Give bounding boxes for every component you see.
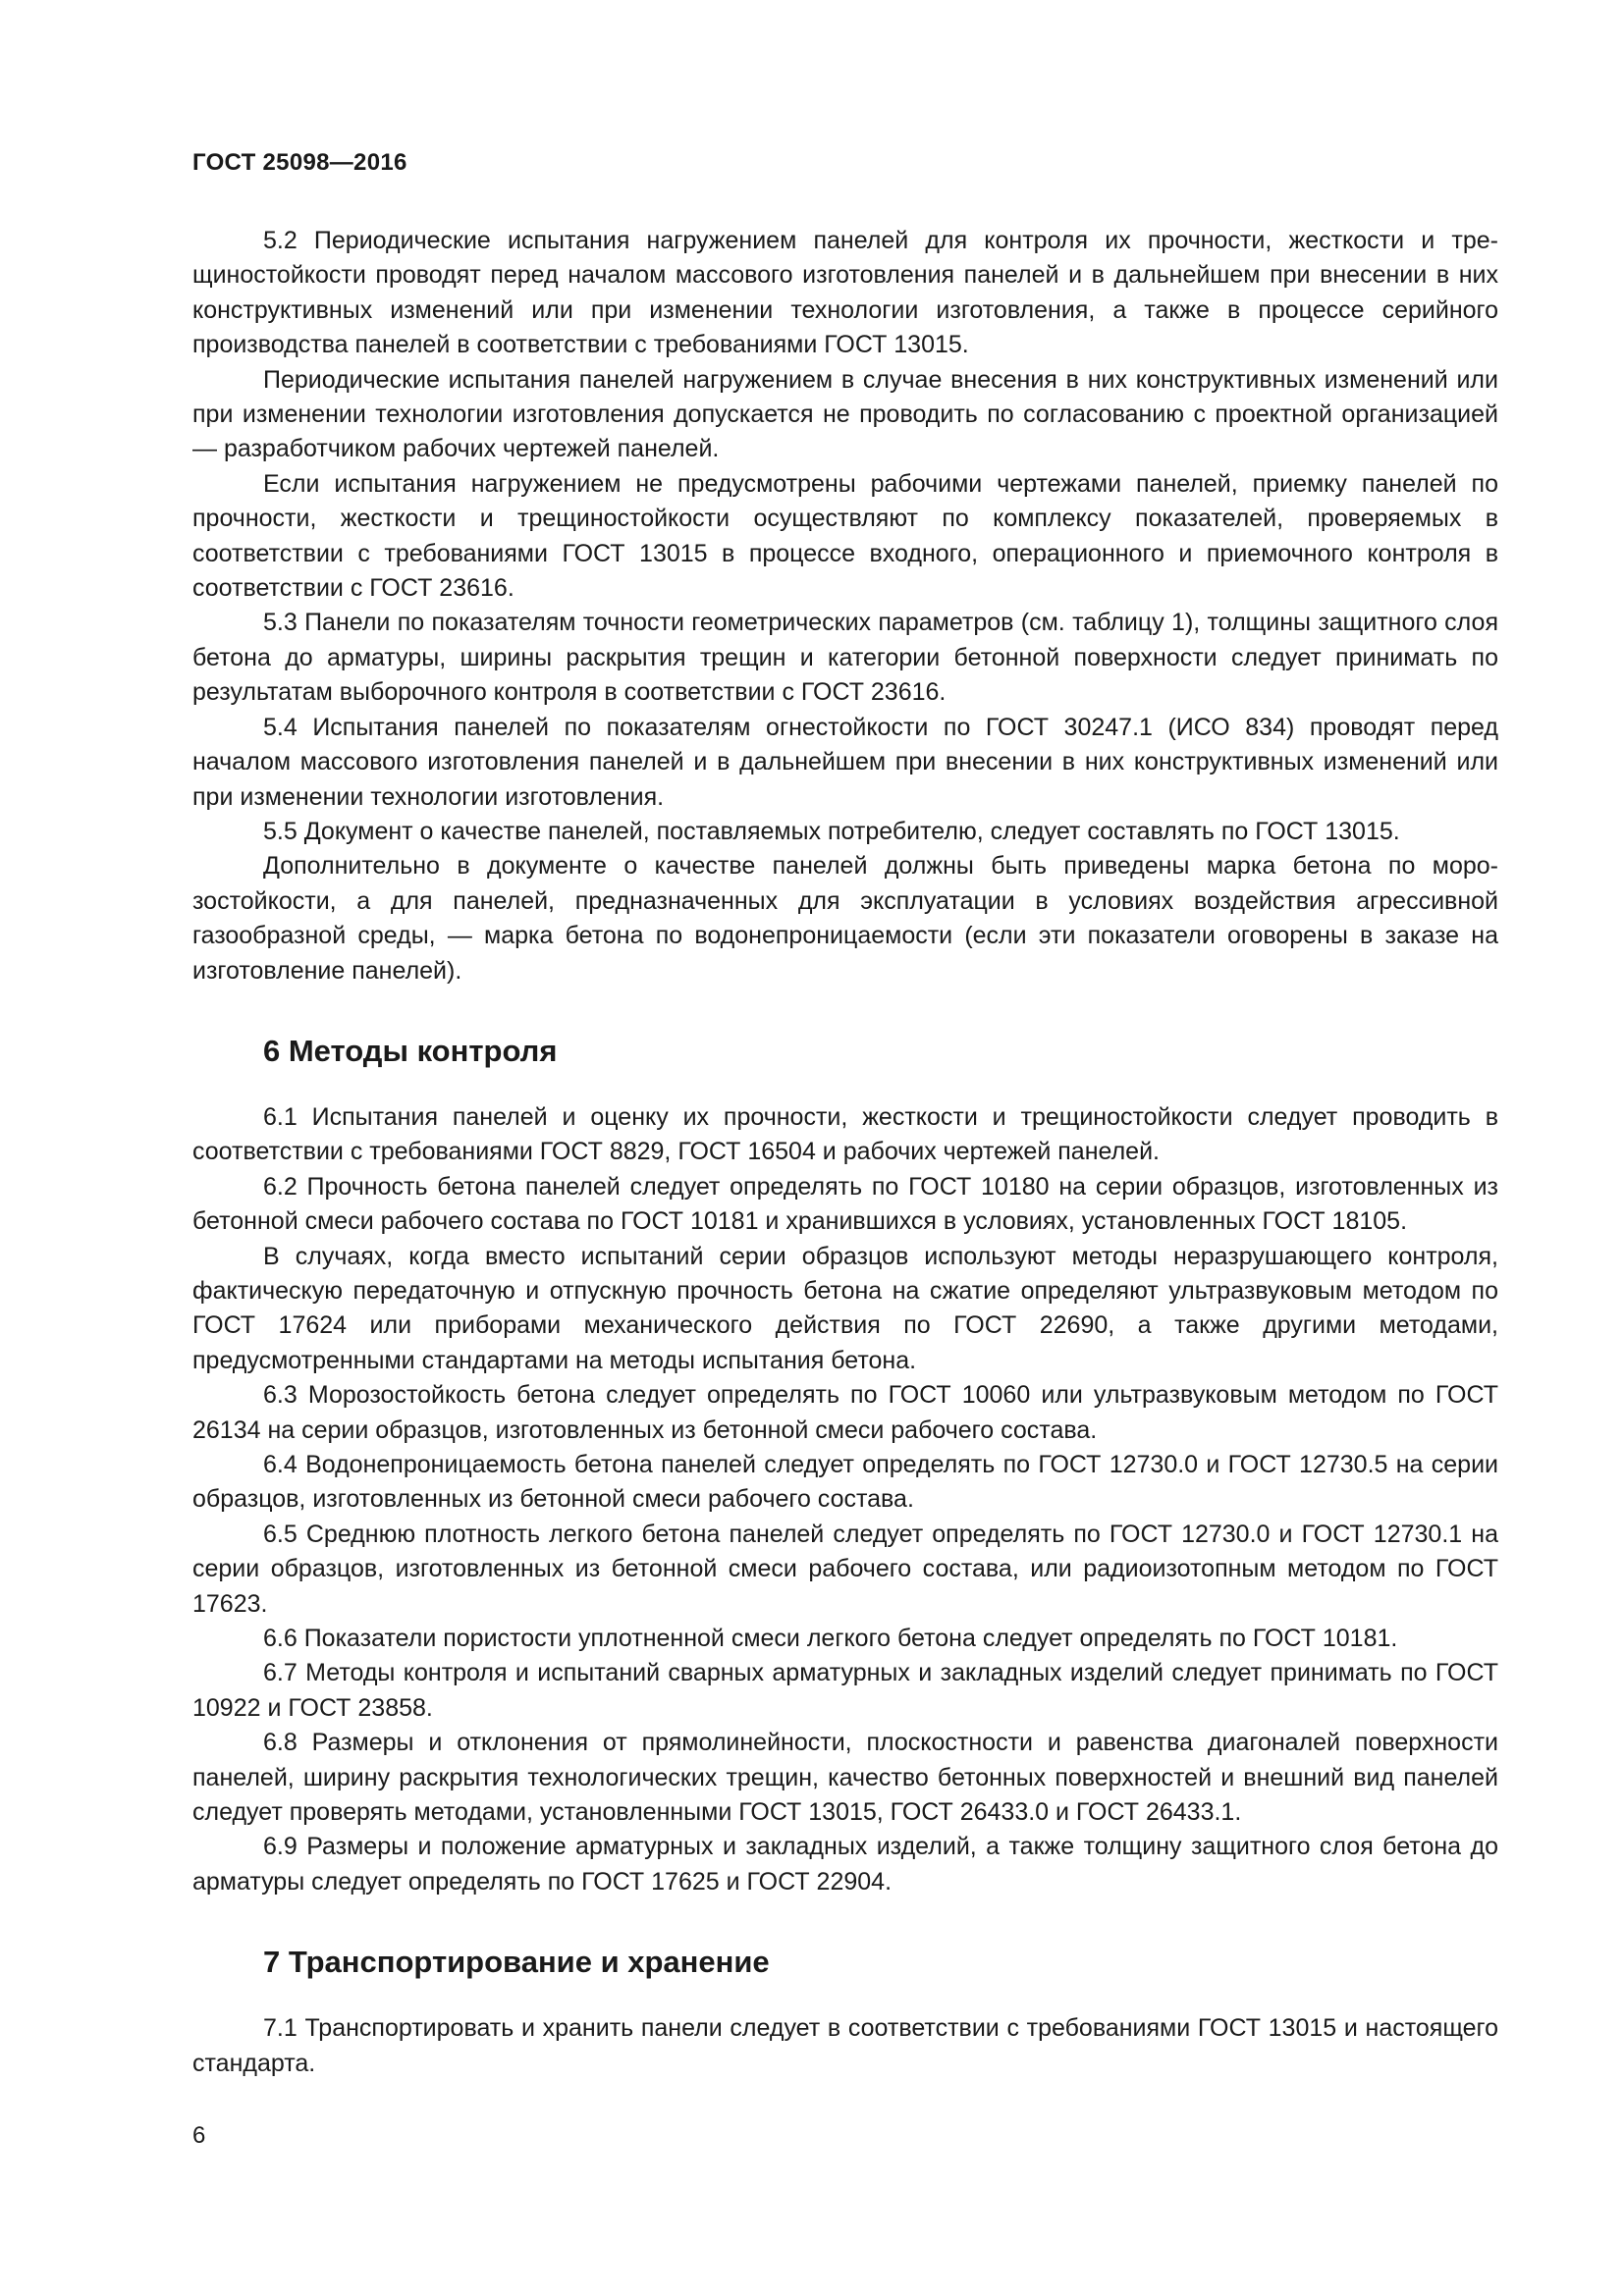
paragraph-6-3: 6.3 Морозостойкость бетона следует определять по ГОСТ 10060 или ультразвуковым методом по ГОСТ 26134 на серии образцов, изготовленных из бетонной смеси рабочего состава. <box>192 1381 1498 1444</box>
paragraph-7-1: 7.1 Транспортировать и хранить панели следует в соответствии с требованиями ГОСТ 13015 и настоящего стандарта. <box>192 2014 1498 2077</box>
section-heading-7: 7 Транспортирование и хранение <box>263 1945 770 1980</box>
paragraph-6-1: 6.1 Испытания панелей и оценку их прочности, жесткости и трещиностойкости следует проводить в соответствии с требованиями ГОСТ 8829, ГОСТ 16504 и рабочих чертежей панелей. <box>192 1102 1498 1166</box>
paragraph-6-2: 6.2 Прочность бетона панелей следует определять по ГОСТ 10180 на серии образцов, изготовленных из бетонной смеси рабочего состава по ГОСТ 10181 и хранившихся в условиях, установленных ГОСТ 18105. <box>192 1172 1498 1236</box>
paragraph-5-3: 5.3 Панели по показателям точности геометрических параметров (см. таблицу 1), толщины защитного слоя бетона до арматуры, ширины раскрытия трещин и категории бетонной поверхности следует принимать по результатам выборочного контроля в соответствии с ГОСТ 23616. <box>192 609 1498 707</box>
paragraph-5-2-acceptance: Если испытания нагружением не предусмотрены рабочими чертежами панелей, приемку панелей по прочности, жесткости и трещиностойкости осуществляют по комплексу показателей, проверяемых в соответствии с требованиями ГОСТ 13015 в процессе входного, операционного и приемочного контроля в соответствии с ГОСТ 23616. <box>192 469 1498 603</box>
document-body <box>192 224 1498 2081</box>
paragraph-5-4: 5.4 Испытания панелей по показателям огнестойкости по ГОСТ 30247.1 (ИСО 834) проводят перед началом массового изготовления панелей и в дальнейшем при внесении в них конструктивных изменений или при изменении технологии изготовления. <box>192 713 1498 811</box>
paragraph-6-9: 6.9 Размеры и положение арматурных и закладных изделий, а также толщину защитного слоя бетона до арматуры следует определять по ГОСТ 17625 и ГОСТ 22904. <box>192 1833 1498 1896</box>
paragraph-6-8: 6.8 Размеры и отклонения от прямолинейности, плоскостности и равенства диагоналей поверхности панелей, ширину раскрытия технологических трещин, качество бетонных поверхностей и внешний вид панелей следует проверять методами, установленными ГОСТ 13015, ГОСТ 26433.0 и ГОСТ 26433.1. <box>192 1729 1498 1827</box>
paragraph-6-7: 6.7 Методы контроля и испытаний сварных арматурных и закладных изделий следует принимать по ГОСТ 10922 и ГОСТ 23858. <box>192 1659 1498 1722</box>
paragraph-5-2-periodic-tests: Периодические испытания панелей нагружением в случае внесения в них конструктивных изменений или при изменении технологии изготовления допускается не проводить по согласованию с проектной организацией — разработчиком рабочих чертежей панелей. <box>192 365 1498 463</box>
document-code-header: ГОСТ 25098—2016 <box>192 149 407 176</box>
paragraph-6-2-nondestructive: В случаях, когда вместо испытаний серии образцов используют методы неразрушающего контроля, фактическую передаточную и отпускную прочность бетона на сжатие определяют ультразвуковым методом по ГОСТ 17624 или приборами механического действия по ГОСТ 22690, а также другими методами, предусмотренными стандартами на методы испытания бетона. <box>192 1242 1498 1374</box>
paragraph-5-2: 5.2 Периодические испытания нагружением панелей для контроля их прочности, жесткости и трещиностойкости проводят перед началом массового изготовления панелей и в дальнейшем при внесении в них конструктивных изменений или при изменении технологии изготовления, а также в процессе серийного производства панелей в соответствии с требованиями ГОСТ 13015. <box>192 227 1498 359</box>
paragraph-5-5: 5.5 Документ о качестве панелей, поставляемых потребителю, следует составлять по ГОСТ 13015. <box>263 817 1400 845</box>
section-heading-6: 6 Методы контроля <box>263 1033 558 1068</box>
paragraph-6-5: 6.5 Среднюю плотность легкого бетона панелей следует определять по ГОСТ 12730.0 и ГОСТ 12730.1 на серии образцов, изготовленных из бетонной смеси рабочего состава, или радиоизотопным методом по ГОСТ 17623. <box>192 1520 1498 1618</box>
paragraph-6-6: 6.6 Показатели пористости уплотненной смеси легкого бетона следует определять по ГОСТ 10181. <box>263 1625 1398 1653</box>
paragraph-6-4: 6.4 Водонепроницаемость бетона панелей следует определять по ГОСТ 12730.0 и ГОСТ 12730.5 на серии образцов, изготовленных из бетонной смеси рабочего состава. <box>192 1451 1498 1514</box>
page-number: 6 <box>192 2122 206 2149</box>
paragraph-5-5-additional: Дополнительно в документе о качестве панелей должны быть приведены марка бетона по морозостойкости, а для панелей, предназначенных для эксплуатации в условиях воздействия агрессивной газообразной среды, — марка бетона по водонепроницаемости (если эти показатели оговорены в заказе на изготовление панелей). <box>192 852 1498 985</box>
